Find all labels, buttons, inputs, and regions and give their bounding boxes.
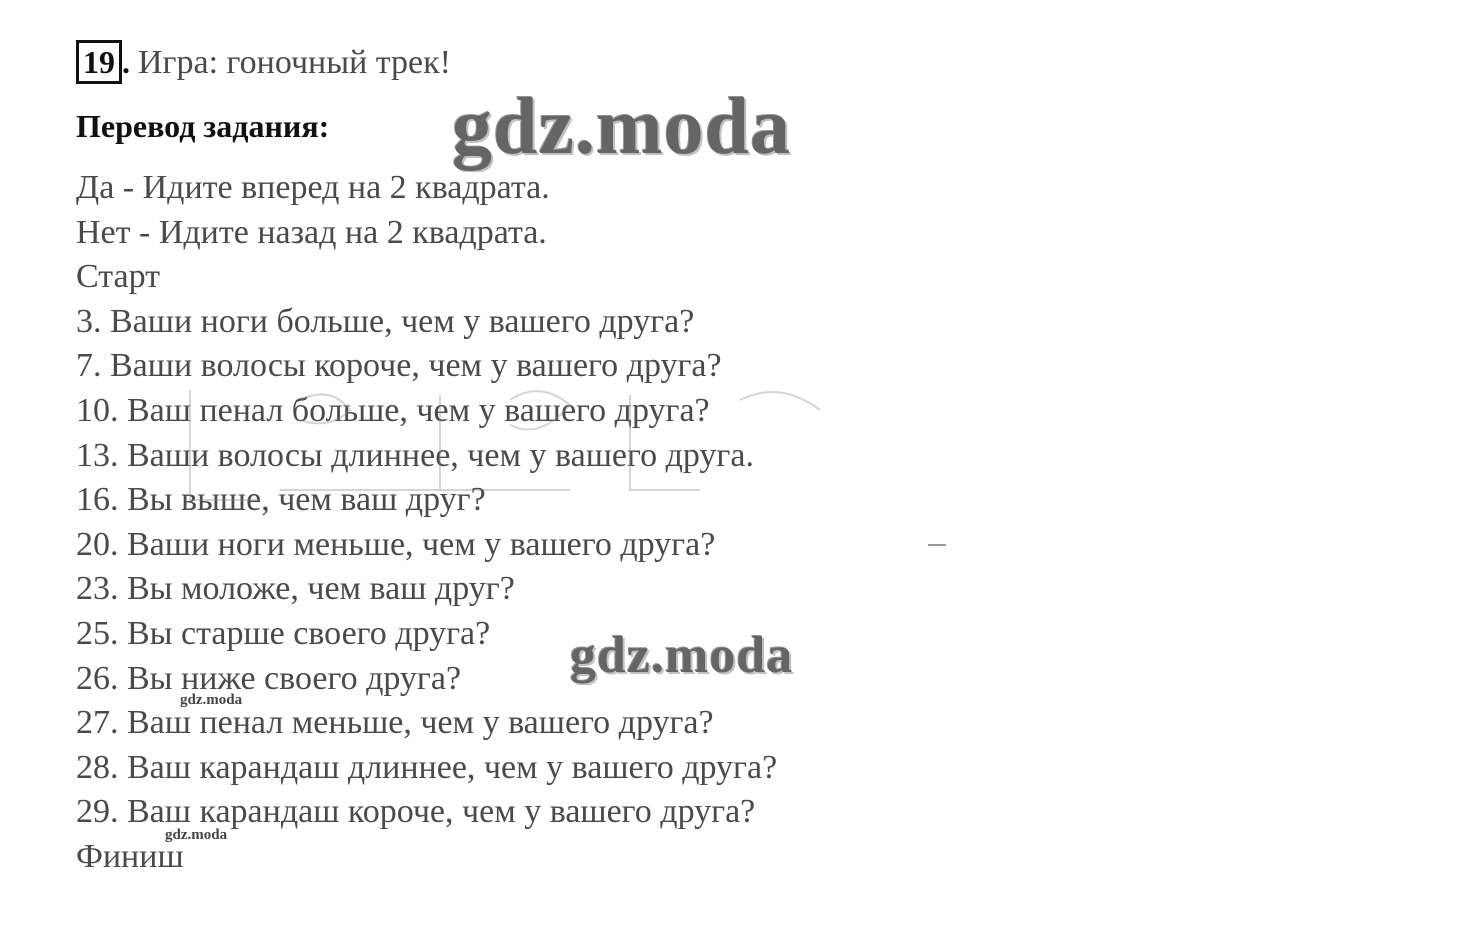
task-number-dot: . xyxy=(122,44,130,80)
watermark-small: gdz.moda xyxy=(165,827,228,843)
line-no-rule: Нет - Идите назад на 2 квадрата. xyxy=(76,213,547,251)
translation-lines xyxy=(76,166,777,880)
line-item: 16. Вы выше, чем ваш друг? xyxy=(76,481,486,519)
line-start: Старт xyxy=(76,258,161,296)
line-item: 7. Ваши волосы короче, чем у вашего друга? xyxy=(76,347,722,385)
line-yes-rule: Да - Идите вперед на 2 квадрата. xyxy=(76,169,550,206)
watermark-small: gdz.moda xyxy=(180,692,243,708)
translation-heading: Перевод задания: xyxy=(76,108,330,144)
line-finish: Финиш xyxy=(76,837,184,875)
line-item: 13. Ваши волосы длиннее, чем у вашего друга. xyxy=(76,436,754,474)
line-item: 3. Ваши ноги больше, чем у вашего друга? xyxy=(76,302,695,340)
line-item: 25. Вы старше своего друга? xyxy=(76,614,491,652)
watermark-logo: gdz.moda xyxy=(452,83,792,171)
task-header xyxy=(76,40,451,84)
stray-mark xyxy=(928,544,946,546)
line-item: 23. Вы моложе, чем ваш друг? xyxy=(76,570,515,608)
line-item: 10. Ваш пенал больше, чем у вашего друга? xyxy=(76,391,710,429)
line-item: 28. Ваш карандаш длиннее, чем у вашего друга? xyxy=(76,748,778,786)
line-item: 29. Ваш карандаш короче, чем у вашего друга? xyxy=(76,793,756,831)
faded-watermark-outline xyxy=(180,380,860,510)
watermark-logo: gdz.moda xyxy=(570,627,794,684)
task-number-box: 19 xyxy=(76,40,122,84)
line-item: 20. Ваши ноги меньше, чем у вашего друга? xyxy=(76,525,716,563)
line-item: 26. Вы ниже своего друга? xyxy=(76,659,462,697)
task-title: Игра: гоночный трек! xyxy=(138,44,451,81)
line-item: 27. Ваш пенал меньше, чем у вашего друга? xyxy=(76,704,714,742)
